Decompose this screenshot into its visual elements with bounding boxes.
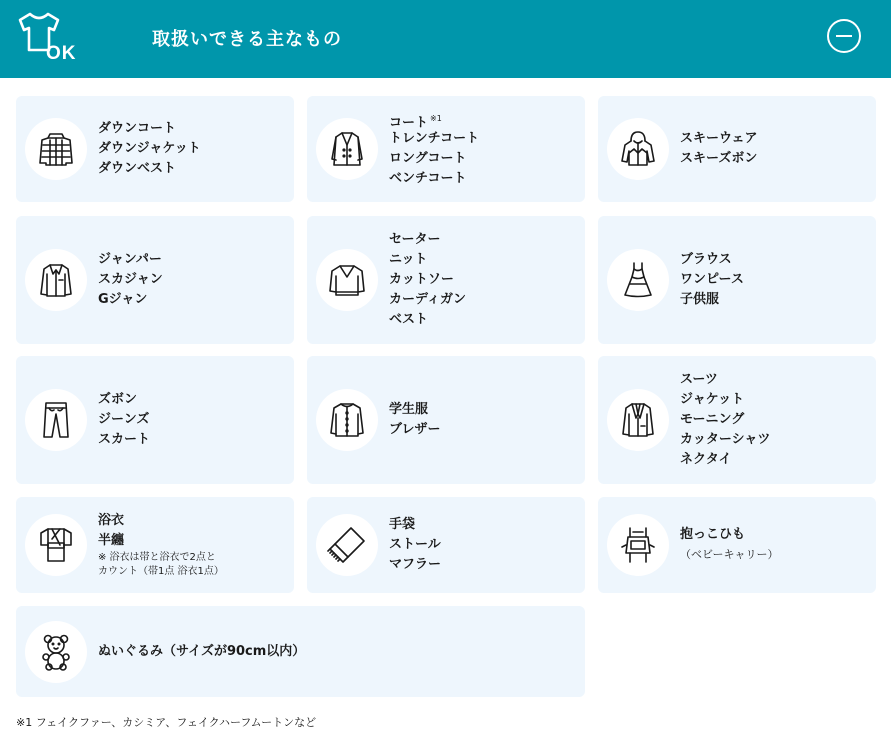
item-label: マフラー: [389, 557, 442, 572]
item-sublabel: （ベビーキャリー）: [680, 548, 779, 561]
item-label: 半纏: [98, 533, 125, 548]
item-card-jumper: [16, 216, 294, 344]
item-label: スカート: [98, 432, 151, 447]
school-uniform-icon: [316, 389, 378, 451]
down-jacket-icon: [25, 118, 87, 180]
item-label: トレンチコート: [389, 131, 480, 146]
item-label: カーディガン: [389, 292, 466, 307]
jumper-icon: [25, 249, 87, 311]
item-label: モーニング: [680, 412, 745, 427]
item-card-ski: [598, 96, 876, 202]
item-label: Gジャン: [98, 292, 148, 307]
yukata-icon: [25, 514, 87, 576]
item-card-scarf: [307, 497, 585, 593]
item-label: ダウンベスト: [98, 161, 177, 176]
item-label: ブラウス: [680, 252, 732, 267]
item-label: ジーンズ: [98, 412, 150, 427]
item-label: ロングコート: [389, 151, 467, 166]
dress-icon: [607, 249, 669, 311]
sweater-icon: [316, 249, 378, 311]
ski-wear-icon: [607, 118, 669, 180]
page-title: 取扱いできる主なもの: [152, 29, 342, 50]
item-label: ズボン: [98, 392, 138, 407]
item-label: 学生服: [389, 402, 429, 417]
footnote-marker: ※1: [430, 114, 442, 123]
item-card-sweater: [307, 216, 585, 344]
header-bar: [0, 0, 891, 78]
suit-icon: [607, 389, 669, 451]
item-label: ぬいぐるみ（サイズが90cm以内）: [98, 643, 306, 659]
item-label: コート: [389, 115, 429, 131]
item-label: スキーズボン: [680, 151, 758, 166]
ok-label: OK: [46, 43, 77, 64]
item-label: ジャンパー: [98, 252, 162, 267]
item-label: ストール: [389, 537, 441, 552]
item-label: ダウンコート: [98, 121, 177, 136]
item-card-baby-carrier: [598, 497, 876, 593]
item-label: スカジャン: [98, 272, 163, 287]
coat-icon: [316, 118, 378, 180]
item-label: ワンピース: [680, 272, 744, 287]
note-line: ※ 浴衣は帯と浴衣で2点と: [98, 552, 216, 563]
item-label: 手袋: [389, 517, 416, 532]
item-label: 浴衣: [98, 513, 125, 528]
item-card-uniform: [307, 356, 585, 484]
item-label: 抱っこひも: [680, 527, 746, 542]
item-label: スキーウェア: [680, 131, 758, 146]
item-card-dress: [598, 216, 876, 344]
item-label: ベスト: [389, 312, 429, 327]
item-label: セーター: [389, 232, 441, 247]
tshirt-ok-icon: [16, 10, 82, 68]
footnote: ※1 フェイクファー、カシミア、フェイクハーフムートンなど: [16, 716, 317, 729]
baby-carrier-icon: [607, 514, 669, 576]
item-card-down: [16, 96, 294, 202]
item-label: ジャケット: [680, 392, 745, 407]
item-card-pants: [16, 356, 294, 484]
item-card-suit: [598, 356, 876, 484]
item-card-yukata: [16, 497, 294, 593]
item-card-stuffed-toy: [16, 606, 585, 697]
item-label: ブレザー: [389, 422, 441, 437]
scarf-icon: [316, 514, 378, 576]
item-label: スーツ: [680, 372, 718, 387]
item-label: カッターシャツ: [680, 432, 771, 447]
pants-icon: [25, 389, 87, 451]
item-label: ニット: [389, 252, 428, 267]
item-label: ダウンジャケット: [98, 141, 201, 156]
teddy-bear-icon: [25, 621, 87, 683]
note-line: カウント（帯1点 浴衣1点）: [98, 566, 224, 577]
item-label: ベンチコート: [389, 171, 467, 186]
item-note: [98, 551, 224, 579]
item-label: 子供服: [680, 292, 720, 307]
item-label: カットソー: [389, 272, 454, 287]
collapse-button[interactable]: [827, 19, 861, 53]
item-card-coat: [307, 96, 585, 202]
item-label: ネクタイ: [680, 452, 732, 467]
